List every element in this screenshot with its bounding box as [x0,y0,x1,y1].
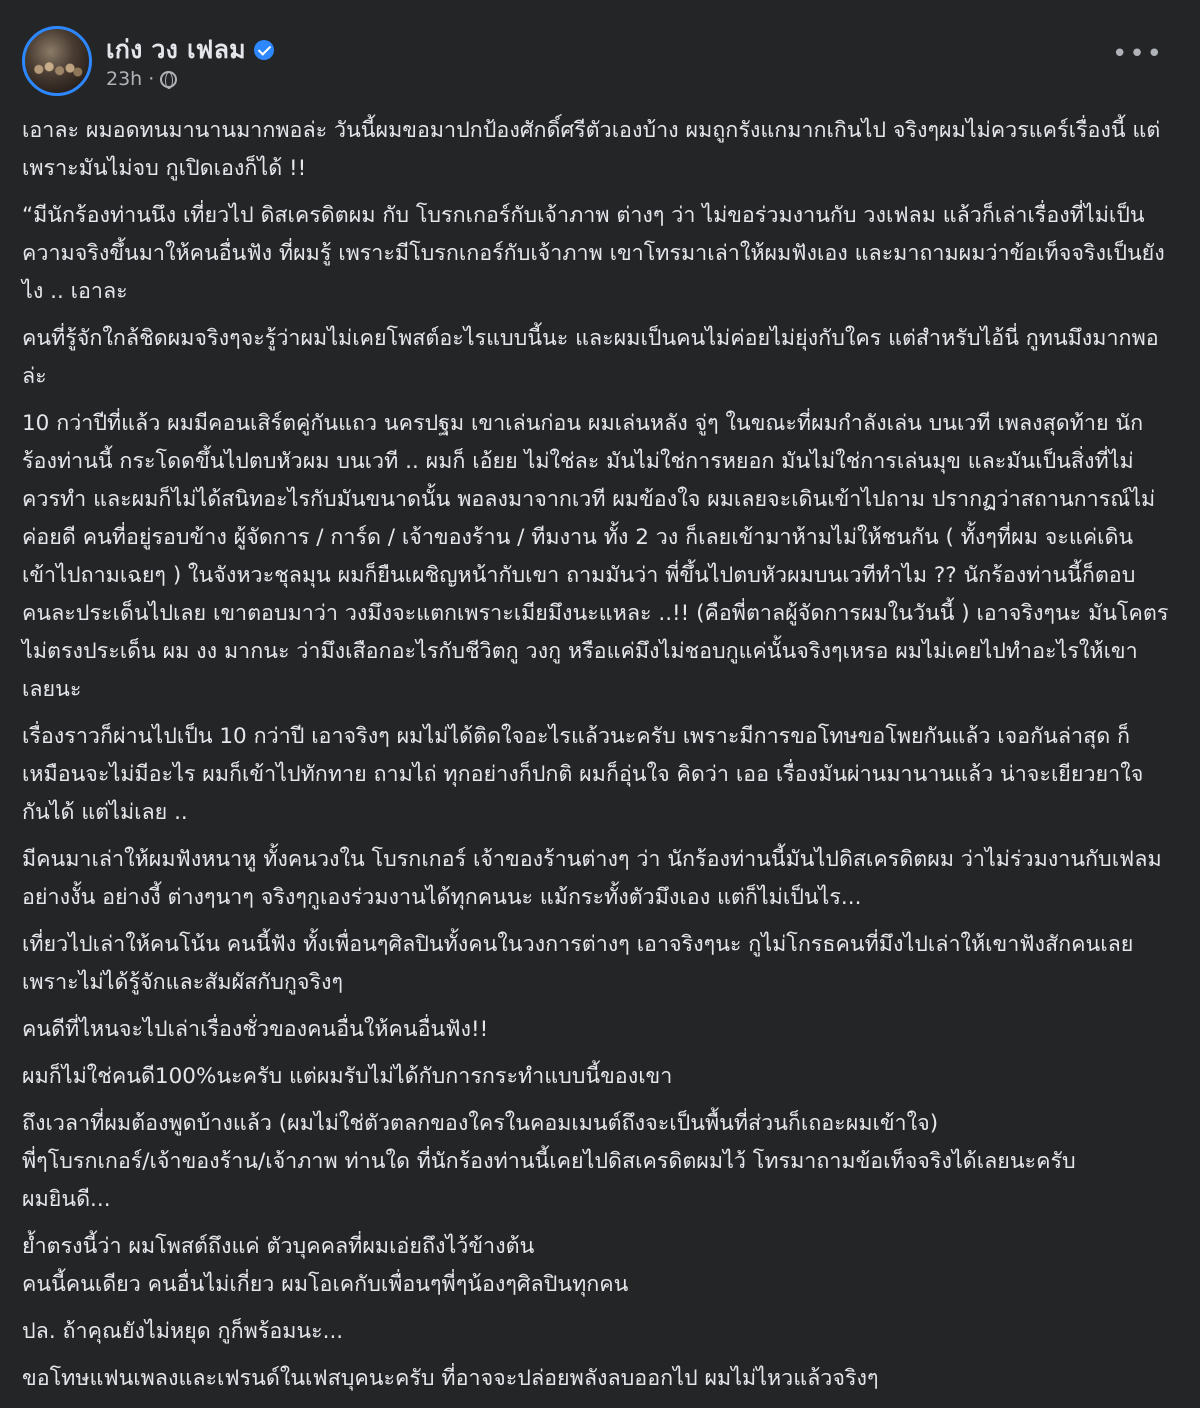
meta-separator: · [148,68,155,90]
post-paragraph: 10 กว่าปีที่แล้ว ผมมีคอนเสิร์ตคู่กันแถว นครปฐม เขาเล่นก่อน ผมเล่นหลัง จู่ๆ ในขณะที่ผมกำลังเล่น บนเวที เพลงสุดท้าย นักร้องท่านนี้ กระโดดขึ้นไปตบหัวผม บนเวที .. ผมก็ เอ้ยย ไม่ใช่ละ มันไม่ใช่การหยอก มันไม่ใช่การเล่นมุข และมันเป็นสิ่งที่ไม่ควรทำ และผมก็ไม่ได้สนิทอะไรกับมันขนาดนั้น พอลงมาจากเวที ผมข้องใจ ผมเลยจะเดินเข้าไปถาม ปรากฏว่าสถานการณ์ไม่ค่อยดี คนที่อยู่รอบข้าง ผู้จัดการ / การ์ด / เจ้าของร้าน / ทีมงาน ทั้ง 2 วง ก็เลยเข้ามาห้ามไม่ให้ชนกัน ( ทั้งๆที่ผม จะแค่เดินเข้าไปถามเฉยๆ ) ในจังหวะชุลมุน ผมก็ยืนเผชิญหน้ากับเขา ถามมันว่า พี่ขึ้นไปตบหัวผมบนเวทีทำไม ?? นักร้องท่านนี้ก็ตอบคนละประเด็นไปเลย เขาตอบมาว่า วงมึงจะแตกเพราะเมียมึงนะแหละ ..!! (คือพี่ตาลผู้จัดการผมในวันนี้ ) เอาจริงๆนะ มันโคตรไม่ตรงประเด็น ผม งง มากนะ ว่ามึงเสือกอะไรกับชีวิตกู วงกู หรือแค่มึงไม่ชอบกูแค่นั้นจริงๆเหรอ ผมไม่เคยไปทำอะไรให้เขาเลยนะ [22,411,1169,702]
more-options-icon[interactable]: ••• [1111,39,1164,69]
post-paragraph: ปล. ถ้าคุณยังไม่หยุด กูก็พร้อมนะ... [22,1319,344,1344]
author-name[interactable]: เก่ง วง เฟลม [106,35,246,64]
post-paragraph: คนดีที่ไหนจะไปเล่าเรื่องชั่วของคนอื่นให้คนอื่นฟัง!! [22,1017,489,1042]
globe-icon[interactable] [160,71,177,88]
post-paragraph: ถึงเวลาที่ผมต้องพูดบ้างแล้ว (ผมไม่ใช่ตัวตลกของใครในคอมเมนต์ถึงจะเป็นพื้นที่ส่วนก็เถอะผมเข้าใจ) พี่ๆโบรกเกอร์/เจ้าของร้าน/เจ้าภาพ ท่านใด ที่นักร้องท่านนี้เคยไปดิสเครดิตผมไว้ โทรมาถามข้อเท็จจริงได้เลยนะครับ ผมยินดี... [22,1111,1076,1212]
post-header [22,26,1178,100]
verified-badge-icon [254,40,274,60]
avatar[interactable] [22,26,92,96]
post-paragraph: เอาละ ผมอดทนมานานมากพอล่ะ วันนี้ผมขอมาปกป้องศักดิ์ศรีตัวเองบ้าง ผมถูกรังแกมากเกินไป จริงๆผมไม่ควรแคร์เรื่องนี้ แต่เพราะมันไม่จบ กูเปิดเองก็ได้ !! [22,118,1161,181]
post-paragraph: คนที่รู้จักใกล้ชิดผมจริงๆจะรู้ว่าผมไม่เคยโพสต์อะไรแบบนี้นะ และผมเป็นคนไม่ค่อยไม่ยุ่งกับใคร แต่สำหรับไอ้นี่ กูทนมึงมากพอล่ะ [22,326,1159,389]
post-meta [106,68,177,90]
post-paragraph: ผมก็ไม่ใช่คนดี100%นะครับ แต่ผมรับไม่ได้กับการกระทำแบบนี้ของเขา [22,1064,673,1089]
post-paragraph: ย้ำตรงนี้ว่า ผมโพสต์ถึงแค่ ตัวบุคคลที่ผมเอ่ยถึงไว้ข้างต้น คนนี้คนเดียว คนอื่นไม่เกี่ยว ผมโอเคกับเพื่อนๆพี่ๆน้องๆศิลปินทุกคน [22,1234,629,1297]
post-paragraph: ขอโทษแฟนเพลงและเฟรนด์ในเฟสบุคนะครับ ที่อาจจะปล่อยพลังลบออกไป ผมไม่ไหวแล้วจริงๆ [22,1366,879,1391]
post-body [22,112,1170,1407]
author-row [106,30,274,70]
avatar-image [31,59,83,85]
post-paragraph: เรื่องราวก็ผ่านไปเป็น 10 กว่าปี เอาจริงๆ ผมไม่ได้ติดใจอะไรแล้วนะครับ เพราะมีการขอโทษขอโพยกันแล้ว เจอกันล่าสุด ก็เหมือนจะไม่มีอะไร ผมก็เข้าไปทักทาย ถามไถ่ ทุกอย่างก็ปกติ ผมก็อุ่นใจ คิดว่า เออ เรื่องมันผ่านมานานแล้ว น่าจะเยียวยาใจกันได้ แต่ไม่เลย .. [22,724,1144,825]
post-paragraph: เที่ยวไปเล่าให้คนโน้น คนนี้ฟัง ทั้งเพื่อนๆศิลปินทั้งคนในวงการต่างๆ เอาจริงๆนะ กูไม่โกรธคนที่มึงไปเล่าให้เขาฟังสักคนเลย เพราะไม่ได้รู้จักและสัมผัสกับกูจริงๆ [22,932,1134,995]
post-time[interactable]: 23h [106,68,143,90]
post-paragraph: “มีนักร้องท่านนึง เที่ยวไป ดิสเครดิตผม กับ โบรกเกอร์กับเจ้าภาพ ต่างๆ ว่า ไม่ขอร่วมงานกับ วงเฟลม แล้วก็เล่าเรื่องที่ไม่เป็นความจริงขึ้นมาให้คนอื่นฟัง ที่ผมรู้ เพราะมีโบรกเกอร์กับเจ้าภาพ เขาโทรมาเล่าให้ผมฟังเอง และมาถามผมว่าข้อเท็จจริงเป็นยังไง .. เอาละ [22,203,1165,304]
post-paragraph: มีคนมาเล่าให้ผมฟังหนาหู ทั้งคนวงใน โบรกเกอร์ เจ้าของร้านต่างๆ ว่า นักร้องท่านนี้มันไปดิสเครดิตผม ว่าไม่ร่วมงานกับเฟลม อย่างงั้น อย่างงี้ ต่างๆนาๆ จริงๆกูเองร่วมงานได้ทุกคนนะ แม้กระทั้งตัวมึงเอง แต่ก็ไม่เป็นไร... [22,847,1162,910]
